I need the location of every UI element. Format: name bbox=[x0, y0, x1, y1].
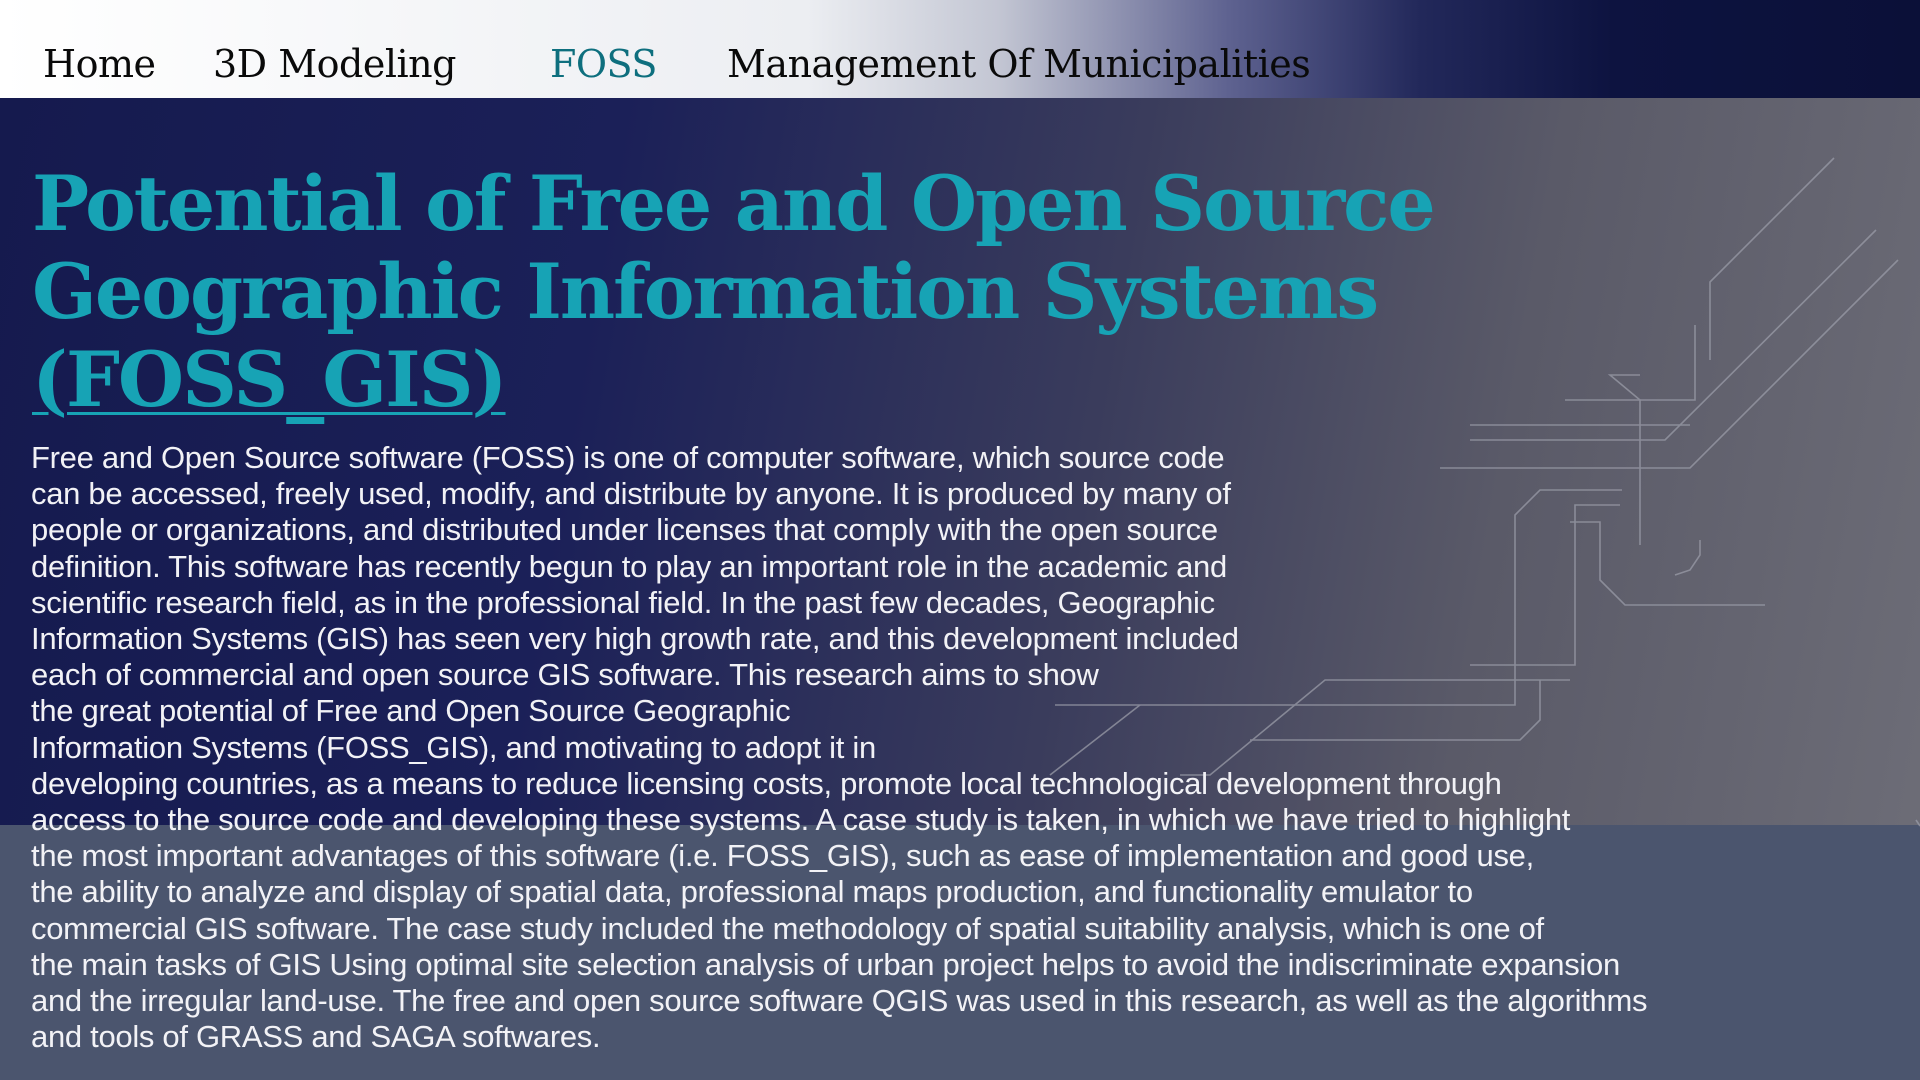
abstract-line: and the irregular land-use. The free and open source software QGIS was used in this research, as well as the algorithms bbox=[31, 983, 1648, 1019]
abstract-line: the ability to analyze and display of spatial data, professional maps production, and functionality emulator to bbox=[31, 874, 1473, 910]
title-line-1: Potential of Free and Open Source bbox=[32, 159, 1434, 248]
abstract-line: and tools of GRASS and SAGA softwares. bbox=[31, 1019, 601, 1055]
abstract-line: scientific research field, as in the professional field. In the past few decades, Geographic bbox=[31, 584, 1215, 620]
title-line-2: Geographic Information Systems bbox=[32, 247, 1378, 336]
abstract-line: Information Systems (GIS) has seen very high growth rate, and this development included bbox=[31, 621, 1239, 657]
abstract-line: the great potential of Free and Open Source Geographic bbox=[31, 693, 791, 729]
abstract-line: commercial GIS software. The case study included the methodology of spatial suitability analysis, which is one of bbox=[31, 910, 1544, 946]
abstract-line: people or organizations, and distributed under licenses that comply with the open source bbox=[31, 512, 1218, 548]
title-link-foss-gis[interactable]: (FOSS_GIS) bbox=[32, 335, 506, 424]
abstract-line: definition. This software has recently begun to play an important role in the academic and bbox=[31, 548, 1227, 584]
nav-link-3d-modeling[interactable]: 3D Modeling bbox=[213, 42, 456, 86]
top-navigation-bar bbox=[0, 0, 1920, 98]
abstract-line: can be accessed, freely used, modify, and distribute by anyone. It is produced by many of bbox=[31, 476, 1231, 512]
nav-link-foss[interactable]: FOSS bbox=[550, 42, 657, 86]
abstract-line: the main tasks of GIS Using optimal site selection analysis of urban project helps to avoid the indiscriminate expansion bbox=[31, 946, 1620, 982]
abstract-paragraph bbox=[31, 440, 1891, 1055]
nav-link-home[interactable]: Home bbox=[43, 42, 156, 86]
page-title bbox=[32, 160, 1532, 424]
abstract-line: the most important advantages of this software (i.e. FOSS_GIS), such as ease of implementation and good use, bbox=[31, 838, 1534, 874]
abstract-line: developing countries, as a means to reduce licensing costs, promote local technological development through bbox=[31, 765, 1502, 801]
abstract-line: Information Systems (FOSS_GIS), and motivating to adopt it in bbox=[31, 729, 876, 765]
abstract-line: access to the source code and developing these systems. A case study is taken, in which we have tried to highlight bbox=[31, 802, 1571, 838]
abstract-line: each of commercial and open source GIS software. This research aims to show bbox=[31, 657, 1099, 693]
nav-link-management-of-municipalities[interactable]: Management Of Municipalities bbox=[727, 42, 1311, 86]
abstract-line: Free and Open Source software (FOSS) is one of computer software, which source code bbox=[31, 440, 1225, 475]
